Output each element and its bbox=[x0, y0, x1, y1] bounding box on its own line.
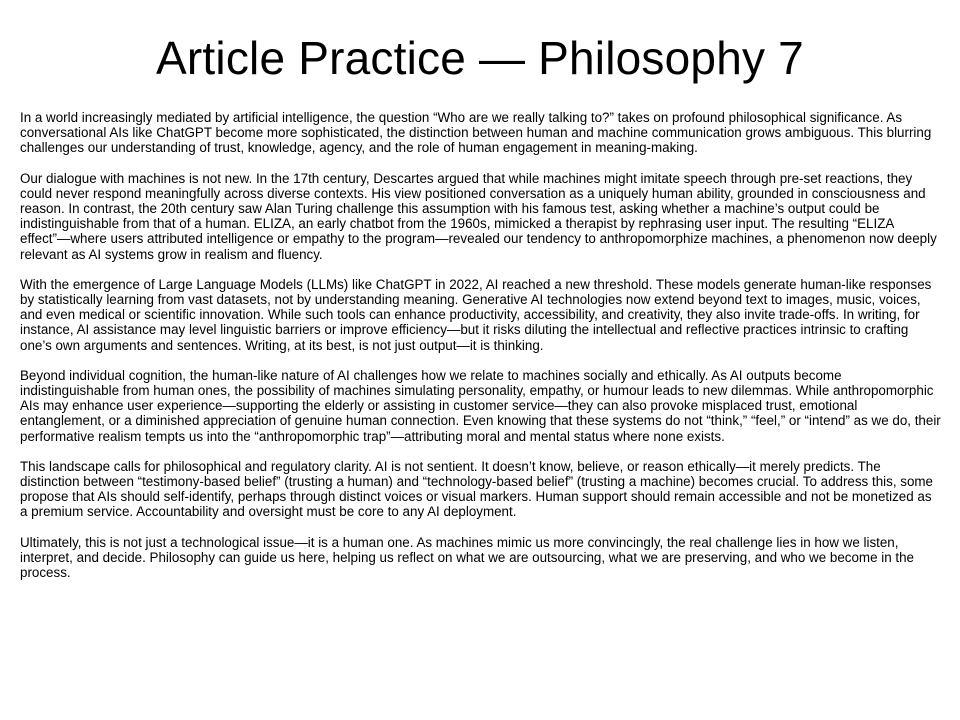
article-paragraph: Beyond individual cognition, the human-like nature of AI challenges how we relate to machines socially and ethically. As AI outputs become indistinguishable from human ones, the possibility of machines simulating personality, empathy, or humour leads to new dilemmas. While anthropomorphic AIs may enhance user experience—supporting the elderly or assisting in customer service—they can also provoke misplaced trust, emotional entanglement, or a diminished appreciation of genuine human connection. Even knowing that these systems do not “think,” “feel,” or “intend” as we do, their performative realism tempts us into the “anthropomorphic trap”—attributing moral and mental status where none exists. bbox=[20, 367, 941, 444]
slide-title: Article Practice — Philosophy 7 bbox=[156, 32, 804, 84]
article-paragraph: In a world increasingly mediated by artificial intelligence, the question “Who are we really talking to?” takes on profound philosophical significance. As conversational AIs like ChatGPT become more sophisticated, the distinction between human and machine communication grows ambiguous. This blurring challenges our understanding of trust, knowledge, agency, and the role of human engagement in meaning-making. bbox=[20, 110, 932, 156]
article-paragraph: This landscape calls for philosophical and regulatory clarity. AI is not sentient. It doesn’t know, believe, or reason ethically—it merely predicts. The distinction between “testimony-based belief” (trusting a human) and “technology-based belief” (trusting a machine) becomes crucial. To address this, some propose that AIs should self-identify, perhaps through distinct voices or visual markers. Human support should remain accessible and not be monetized as a premium service. Accountability and oversight must be core to any AI deployment. bbox=[20, 458, 934, 520]
article-paragraph: With the emergence of Large Language Models (LLMs) like ChatGPT in 2022, AI reached a new threshold. These models generate human-like responses by statistically learning from vast datasets, not by understanding meaning. Generative AI technologies now extend beyond text to images, music, voices, and even medical or scientific innovation. While such tools can enhance productivity, accessibility, and creativity, they also invite trade-offs. In writing, for instance, AI assistance may level linguistic barriers or improve efficiency—but it risks diluting the intellectual and reflective practices intrinsic to crafting one’s own arguments and sentences. Writing, at its best, is not just output—it is thinking. bbox=[20, 276, 932, 353]
article-body bbox=[20, 110, 942, 595]
article-paragraph: Our dialogue with machines is not new. In the 17th century, Descartes argued that while machines might imitate speech through pre-set reactions, they could never respond meaningfully across diverse contexts. His view positioned conversation as a uniquely human ability, grounded in consciousness and reason. In contrast, the 20th century saw Alan Turing challenge this assumption with his famous test, asking whether a machine’s output could be indistinguishable from that of a human. ELIZA, an early chatbot from the 1960s, mimicked a therapist by rephrasing user input. The resulting “ELIZA effect”—where users attributed intelligence or empathy to the program—revealed our tendency to anthropomorphize machines, a phenomenon now deeply relevant as AI systems grow in realism and fluency. bbox=[20, 170, 937, 262]
article-paragraph: Ultimately, this is not just a technological issue—it is a human one. As machines mimic us more convincingly, the real challenge lies in how we listen, interpret, and decide. Philosophy can guide us here, helping us reflect on what we are outsourcing, what we are preserving, and who we become in the process. bbox=[20, 534, 914, 581]
